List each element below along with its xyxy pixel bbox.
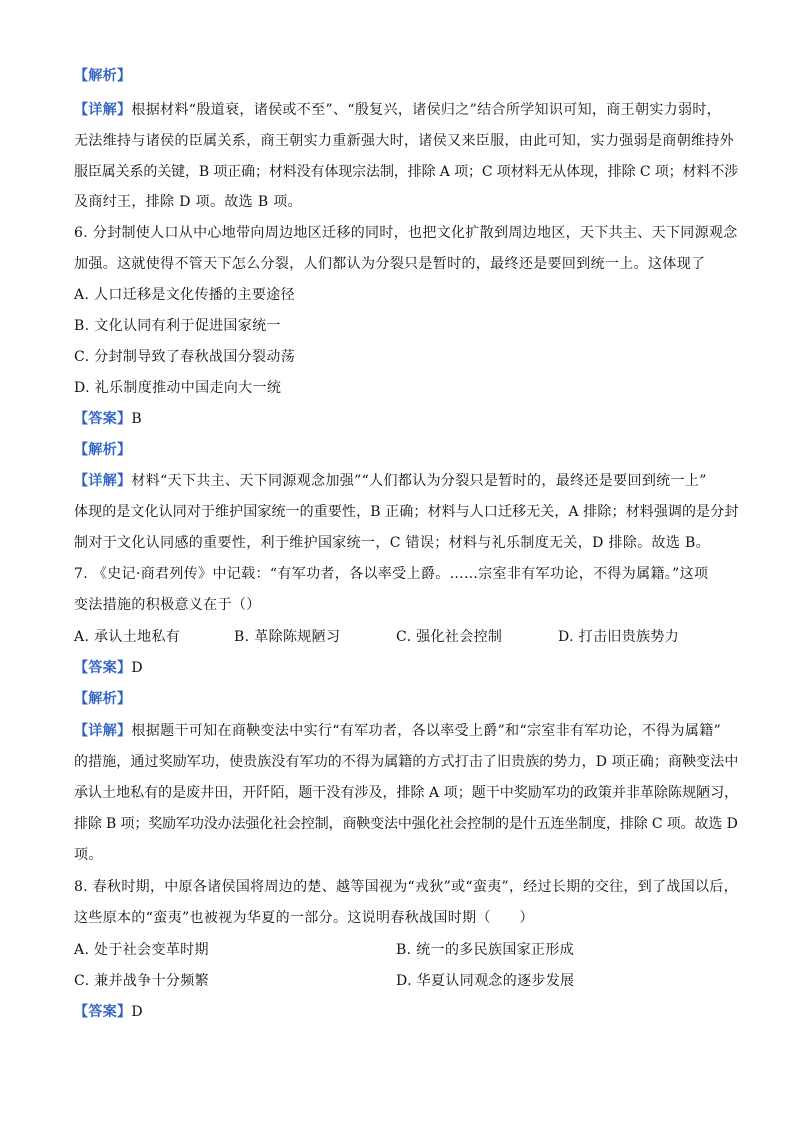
question-7-option-c: C. 强化社会控制 bbox=[396, 629, 503, 645]
question-6-option-c: C. 分封制导致了春秋战国分裂动荡 bbox=[74, 349, 296, 365]
question-8-option-d: D. 华夏认同观念的逐步发展 bbox=[396, 973, 575, 989]
question-6-option-b: B. 文化认同有利于促进国家统一 bbox=[74, 318, 281, 334]
detail-paragraph-line: 【详解】根据材料“殷道衰，诸侯或不至”、“殷复兴，诸侯归之”结合所学知识可知，商王朝实力弱时， bbox=[74, 102, 722, 118]
detail-paragraph-line: 排除 B 项；奖励军功没办法强化社会控制，商鞅变法中强化社会控制的是什五连坐制度，排除 C 项。故选 D bbox=[74, 816, 738, 832]
question-6-option-d: D. 礼乐制度推动中国走向大一统 bbox=[74, 380, 282, 396]
detail-paragraph-line: 服臣属关系的关键，B 项正确；材料没有体现宗法制，排除 A 项；C 项材料无从体现，排除 C 项；材料不涉 bbox=[74, 164, 739, 180]
question-6-answer: 【答案】B bbox=[74, 411, 143, 427]
question-7-option-a: A. 承认土地私有 bbox=[74, 629, 181, 645]
question-8-answer: 【答案】D bbox=[74, 1004, 143, 1020]
analysis-heading: 【解析】 bbox=[74, 442, 132, 458]
question-7-option-d: D. 打击旧贵族势力 bbox=[558, 629, 680, 645]
question-7-option-b: B. 革除陈规陋习 bbox=[234, 629, 341, 645]
question-8-stem: 这些原本的“蛮夷”也被视为华夏的一部分。这说明春秋战国时期（ ） bbox=[74, 910, 534, 926]
detail-paragraph-line: 体现的是文化认同对于维护国家统一的重要性，B 正确；材料与人口迁移无关，A 排除；材料强调的是分封 bbox=[74, 504, 739, 520]
detail-paragraph-line: 【详解】根据题干可知在商鞅变法中实行“有军功者，各以率受上爵”和“宗室非有军功论，不得为属籍” bbox=[74, 723, 722, 739]
detail-paragraph-line: 的措施，通过奖励军功，使贵族没有军功的不得为属籍的方式打击了旧贵族的势力，D 项正确；商鞅变法中 bbox=[74, 754, 739, 770]
question-6-stem: 加强。这就使得不管天下怎么分裂，人们都认为分裂只是暂时的，最终还是要回到统一上。这体现了 bbox=[74, 256, 706, 272]
detail-paragraph-line: 【详解】材料“天下共主、天下同源观念加强”“人们都认为分裂只是暂时的，最终还是要回到统一上” bbox=[74, 473, 707, 489]
question-7-answer: 【答案】D bbox=[74, 660, 143, 676]
question-8-option-c: C. 兼并战争十分频繁 bbox=[74, 973, 209, 989]
question-8-option-a: A. 处于社会变革时期 bbox=[74, 942, 209, 958]
detail-paragraph-line: 项。 bbox=[74, 847, 103, 863]
detail-paragraph-line: 承认土地私有的是废井田，开阡陌，题干没有涉及，排除 A 项；题干中奖励军功的政策并非革除陈规陋习， bbox=[74, 785, 739, 801]
detail-paragraph-line: 无法维持与诸侯的臣属关系，商王朝实力重新强大时，诸侯又来臣服，由此可知，实力强弱是商朝维持外 bbox=[74, 133, 735, 149]
question-6-option-a: A. 人口迁移是文化传播的主要途径 bbox=[74, 287, 295, 303]
detail-paragraph-line: 及商纣王，排除 D 项。故选 B 项。 bbox=[74, 194, 302, 210]
analysis-heading: 【解析】 bbox=[74, 68, 132, 84]
detail-paragraph-line: 制对于文化认同感的重要性，利于维护国家统一，C 错误；材料与礼乐制度无关，D 排除。故选 B。 bbox=[74, 535, 711, 551]
question-7-stem: 变法措施的积极意义在于（） bbox=[74, 597, 261, 613]
question-6-stem: 6. 分封制使人口从中心地带向周边地区迁移的同时，也把文化扩散到周边地区，天下共主、天下同源观念 bbox=[74, 225, 738, 241]
question-8-option-b: B. 统一的多民族国家正形成 bbox=[396, 942, 575, 958]
analysis-heading: 【解析】 bbox=[74, 691, 132, 707]
question-8-stem: 8. 春秋时期，中原各诸侯国将周边的楚、越等国视为“戎狄”或“蛮夷”，经过长期的交往，到了战国以后， bbox=[74, 879, 738, 895]
detail-label: 【详解】 bbox=[74, 102, 132, 118]
question-7-stem: 7. 《史记·商君列传》中记载：“有军功者，各以率受上爵。……宗室非有军功论，不得为属籍。”这项 bbox=[74, 566, 709, 582]
